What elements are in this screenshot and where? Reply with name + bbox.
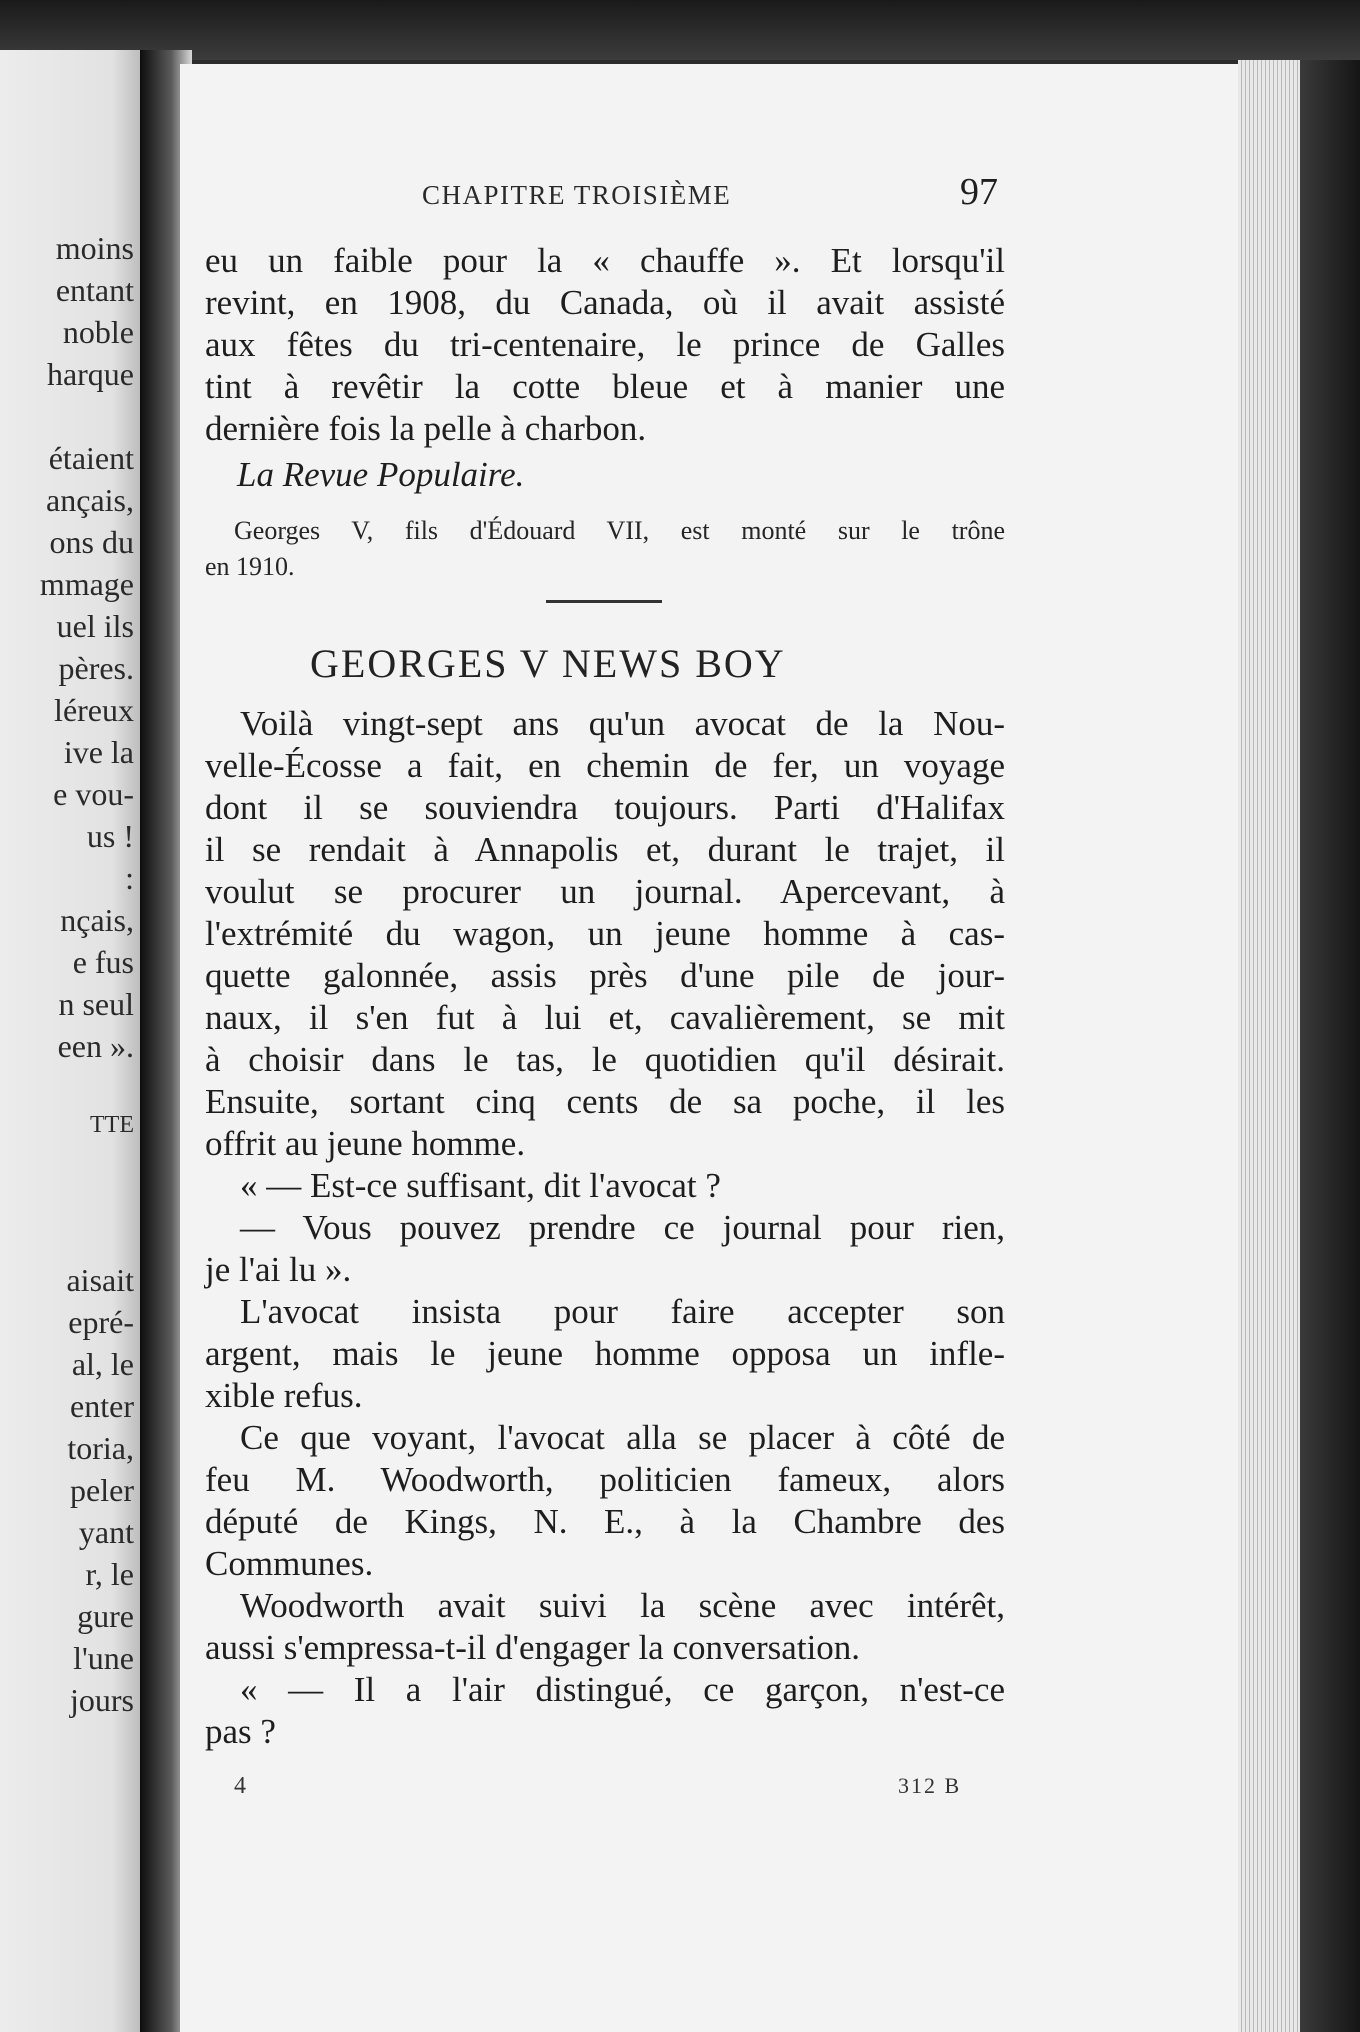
left-page-line: nçais,	[60, 902, 134, 938]
left-page-line: étaient	[48, 440, 134, 476]
left-page-line: epré-	[68, 1304, 134, 1340]
left-page-line: entant	[55, 272, 134, 308]
article-line: Ce que voyant, l'avocat alla se placer à côté de	[240, 1418, 1005, 1457]
left-page-line: al, le	[71, 1346, 134, 1382]
left-page-line: uel ils	[56, 608, 134, 644]
article-line: argent, mais le jeune homme opposa un infle-	[205, 1334, 1005, 1373]
left-page-line: harque	[46, 356, 134, 392]
article-line: voulut se procurer un journal. Apercevant, à	[205, 872, 1005, 911]
left-page-line: ançais,	[46, 482, 134, 518]
article-line: pas ?	[205, 1712, 276, 1751]
article-line: xible refus.	[205, 1376, 363, 1415]
left-page-line: r, le	[85, 1556, 134, 1592]
left-page	[0, 50, 140, 2032]
left-page-line: gure	[77, 1598, 134, 1634]
background-top	[0, 0, 1360, 60]
article-line: Ensuite, sortant cinq cents de sa poche, il les	[205, 1082, 1005, 1121]
article-line: aussi s'empressa-t-il d'engager la conversation.	[205, 1628, 861, 1667]
article-line: quette galonnée, assis près d'une pile de jour-	[205, 956, 1005, 995]
article-line: « — Il a l'air distingué, ce garçon, n'est-ce	[240, 1670, 1005, 1709]
left-page-line: l'une	[73, 1640, 134, 1676]
left-page-line: mmage	[39, 566, 134, 602]
left-page-line: ons du	[49, 524, 134, 560]
article-line: feu M. Woodworth, politicien fameux, alors	[205, 1460, 1005, 1499]
left-page-line: n seul	[58, 986, 134, 1022]
left-page-line: TTE	[90, 1112, 134, 1138]
left-page-line: pères.	[58, 650, 134, 686]
article-line: — Vous pouvez prendre ce journal pour rien,	[240, 1208, 1005, 1247]
left-page-line: e vou-	[53, 776, 134, 812]
article-line: il se rendait à Annapolis et, durant le trajet, il	[205, 830, 1005, 869]
intro-line: aux fêtes du tri-centenaire, le prince de Galles	[205, 325, 1005, 364]
article-line: je l'ai lu ».	[205, 1250, 352, 1289]
article-line: l'extrémité du wagon, un jeune homme à cas-	[205, 914, 1005, 953]
article-title: GEORGES V NEWS BOY	[310, 641, 786, 686]
left-page-line: moins	[55, 230, 134, 266]
intro-line: eu un faible pour la « chauffe ». Et lorsqu'il	[205, 241, 1005, 280]
article-line: député de Kings, N. E., à la Chambre des	[205, 1502, 1005, 1541]
page-number: 97	[960, 171, 998, 213]
intro-line: tint à revêtir la cotte bleue et à manier une	[205, 367, 1005, 406]
article-line: Voilà vingt-sept ans qu'un avocat de la Nou-	[240, 704, 1005, 743]
left-page-line: yant	[78, 1514, 134, 1550]
intro-line: revint, en 1908, du Canada, où il avait assisté	[205, 283, 1005, 322]
section-divider	[546, 600, 662, 603]
left-page-line: peler	[70, 1472, 134, 1508]
footnote-line: en 1910.	[205, 552, 295, 581]
article-line: dont il se souviendra toujours. Parti d'Halifax	[205, 788, 1005, 827]
article-line: Woodworth avait suivi la scène avec intérêt,	[240, 1586, 1005, 1625]
left-page-line: noble	[62, 314, 134, 350]
footnote-line: Georges V, fils d'Édouard VII, est monté sur le trône	[234, 516, 1005, 545]
article-line: offrit au jeune homme.	[205, 1124, 526, 1163]
article-line: Communes.	[205, 1544, 374, 1583]
left-page-line: een ».	[57, 1028, 134, 1064]
left-page-line: us !	[86, 818, 134, 854]
left-page-line: toria,	[67, 1430, 134, 1466]
article-line: à choisir dans le tas, le quotidien qu'il désirait.	[205, 1040, 1005, 1079]
left-page-line: :	[125, 860, 134, 896]
left-page-line: léreux	[54, 692, 134, 728]
left-page-line: ive la	[63, 734, 134, 770]
signature-mark-right: 312 B	[898, 1773, 962, 1798]
article-line: naux, il s'en fut à lui et, cavalièrement, se mit	[205, 998, 1005, 1037]
article-line: L'avocat insista pour faire accepter son	[240, 1292, 1005, 1331]
book-cover	[1300, 60, 1360, 2032]
signature-mark-left: 4	[234, 1773, 246, 1799]
article-line: « — Est-ce suffisant, dit l'avocat ?	[240, 1166, 721, 1205]
left-page-line: aisait	[66, 1262, 134, 1298]
running-head: CHAPITRE TROISIÈME	[422, 180, 732, 210]
article-line: velle-Écosse a fait, en chemin de fer, un voyage	[205, 746, 1005, 785]
left-page-line: jours	[70, 1682, 134, 1718]
intro-line: dernière fois la pelle à charbon.	[205, 409, 647, 448]
source-citation: La Revue Populaire.	[237, 455, 525, 494]
left-page-line: e fus	[72, 944, 134, 980]
left-page-line: enter	[70, 1388, 134, 1424]
